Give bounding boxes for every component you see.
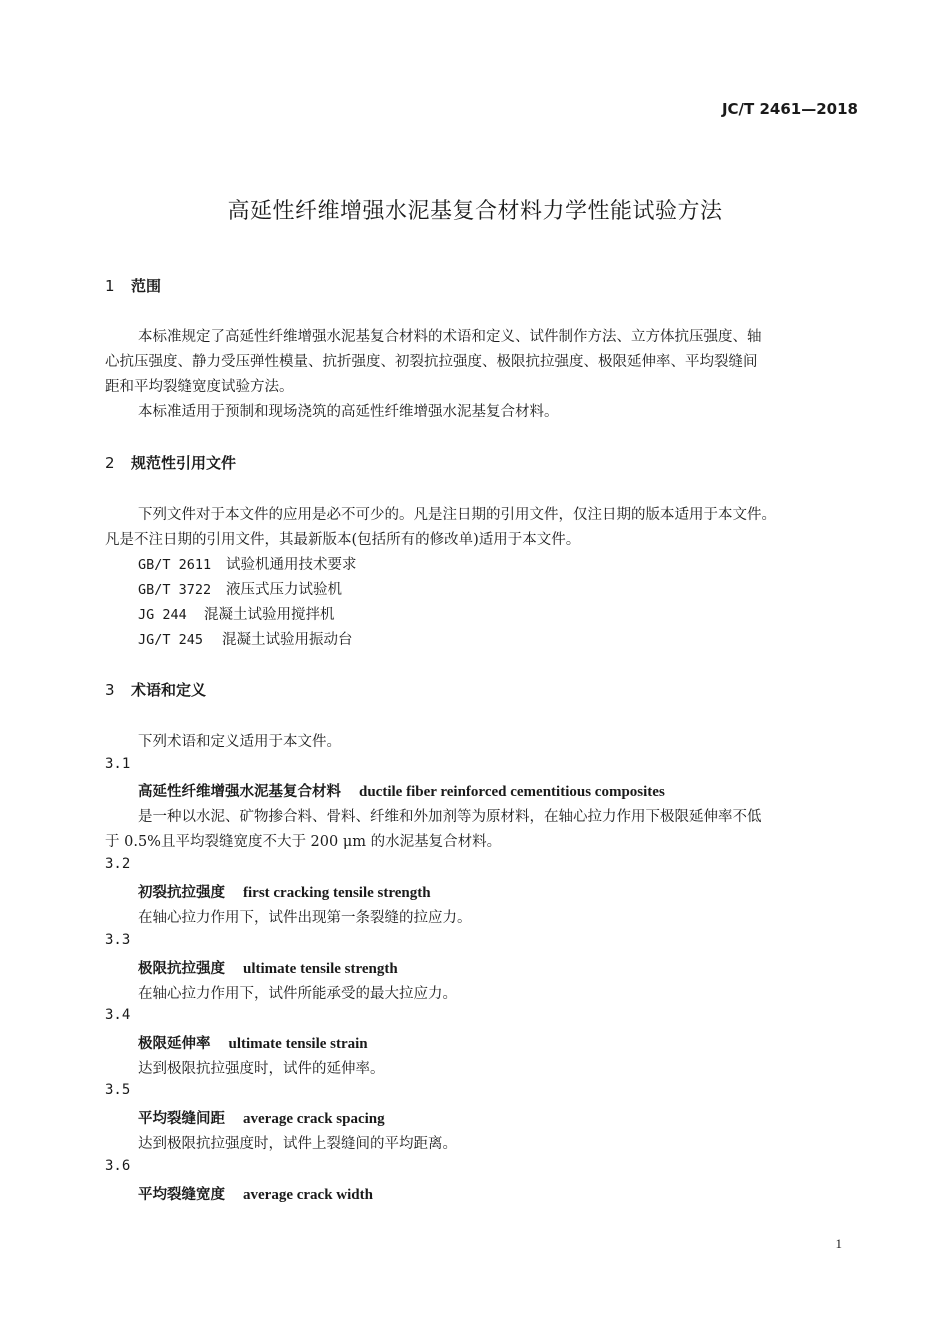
term-en: ultimate tensile strain bbox=[228, 1036, 368, 1052]
section-2-para-line-2: 凡是不注日期的引用文件，其最新版本(包括所有的修改单)适用于本文件。 bbox=[105, 532, 581, 548]
term-zh: 高延性纤维增强水泥基复合材料 bbox=[138, 784, 341, 800]
section-3-title: 术语和定义 bbox=[131, 681, 207, 699]
term-definition: 在轴心拉力作用下，试件所能承受的最大拉应力。 bbox=[138, 986, 457, 1002]
reference-name: 混凝土试验用振动台 bbox=[222, 632, 353, 648]
term-heading bbox=[138, 881, 431, 902]
term-number: 3.3 bbox=[105, 932, 131, 948]
term-heading bbox=[138, 1107, 385, 1128]
reference-code: JG 244 bbox=[138, 607, 187, 623]
term-heading bbox=[138, 1183, 373, 1204]
reference-name: 液压式压力试验机 bbox=[226, 582, 342, 598]
term-zh: 初裂抗拉强度 bbox=[138, 885, 225, 901]
section-3-number: 3 bbox=[105, 681, 115, 699]
section-1-number: 1 bbox=[105, 277, 115, 295]
section-1-para-1-line-2: 心抗压强度、静力受压弹性模量、抗折强度、初裂抗拉强度、极限抗拉强度、极限延伸率、平均裂缝间 bbox=[105, 354, 758, 370]
term-definition: 达到极限抗拉强度时，试件上裂缝间的平均距离。 bbox=[138, 1136, 457, 1152]
term-number: 3.2 bbox=[105, 856, 131, 872]
reference-code: JG/T 245 bbox=[138, 632, 204, 648]
reference-item bbox=[138, 603, 335, 624]
section-2-para-line-1: 下列文件对于本文件的应用是必不可少的。凡是注日期的引用文件，仅注日期的版本适用于本文件。 bbox=[138, 507, 776, 523]
term-definition: 在轴心拉力作用下，试件出现第一条裂缝的拉应力。 bbox=[138, 910, 472, 926]
section-3-intro: 下列术语和定义适用于本文件。 bbox=[138, 734, 341, 750]
term-definition: 达到极限抗拉强度时，试件的延伸率。 bbox=[138, 1061, 385, 1077]
section-1-title: 范围 bbox=[131, 277, 162, 295]
term-heading bbox=[138, 780, 665, 801]
term-zh: 平均裂缝间距 bbox=[138, 1111, 225, 1127]
section-1-heading bbox=[105, 275, 161, 296]
term-definition-line-1: 是一种以水泥、矿物掺合料、骨料、纤维和外加剂等为原材料，在轴心拉力作用下极限延伸率不低 bbox=[138, 809, 762, 825]
term-en: average crack spacing bbox=[243, 1111, 385, 1127]
page-number: 1 bbox=[835, 1236, 842, 1251]
reference-code: GB/T 2611 bbox=[138, 557, 212, 573]
reference-item bbox=[138, 578, 342, 599]
term-en: ductile fiber reinforced cementitious composites bbox=[359, 784, 665, 800]
term-heading bbox=[138, 1032, 368, 1053]
term-zh: 极限延伸率 bbox=[138, 1036, 211, 1052]
term-zh: 平均裂缝宽度 bbox=[138, 1187, 225, 1203]
term-number: 3.5 bbox=[105, 1082, 131, 1098]
reference-name: 试验机通用技术要求 bbox=[226, 557, 357, 573]
section-3-heading bbox=[105, 679, 206, 700]
standard-code: JC/T 2461—2018 bbox=[721, 100, 858, 118]
section-1-para-2: 本标准适用于预制和现场浇筑的高延性纤维增强水泥基复合材料。 bbox=[138, 404, 559, 420]
section-1-para-1-line-3: 距和平均裂缝宽度试验方法。 bbox=[105, 379, 294, 395]
term-number: 3.4 bbox=[105, 1007, 131, 1023]
reference-name: 混凝土试验用搅拌机 bbox=[204, 607, 335, 623]
term-heading bbox=[138, 957, 398, 978]
section-2-number: 2 bbox=[105, 454, 115, 472]
term-en: average crack width bbox=[243, 1187, 373, 1203]
reference-item bbox=[138, 553, 357, 574]
document-title: 高延性纤维增强水泥基复合材料力学性能试验方法 bbox=[227, 199, 723, 224]
term-en: ultimate tensile strength bbox=[243, 961, 398, 977]
term-number: 3.1 bbox=[105, 756, 131, 772]
term-en: first cracking tensile strength bbox=[243, 885, 431, 901]
section-1-para-1-line-1: 本标准规定了高延性纤维增强水泥基复合材料的术语和定义、试件制作方法、立方体抗压强度、轴 bbox=[138, 329, 762, 345]
term-number: 3.6 bbox=[105, 1158, 131, 1174]
reference-item bbox=[138, 628, 353, 649]
term-definition-line-2: 于 0.5%且平均裂缝宽度不大于 200 μm 的水泥基复合材料。 bbox=[105, 834, 502, 850]
term-zh: 极限抗拉强度 bbox=[138, 961, 225, 977]
section-2-heading bbox=[105, 452, 236, 473]
section-2-title: 规范性引用文件 bbox=[131, 454, 237, 472]
reference-code: GB/T 3722 bbox=[138, 582, 212, 598]
